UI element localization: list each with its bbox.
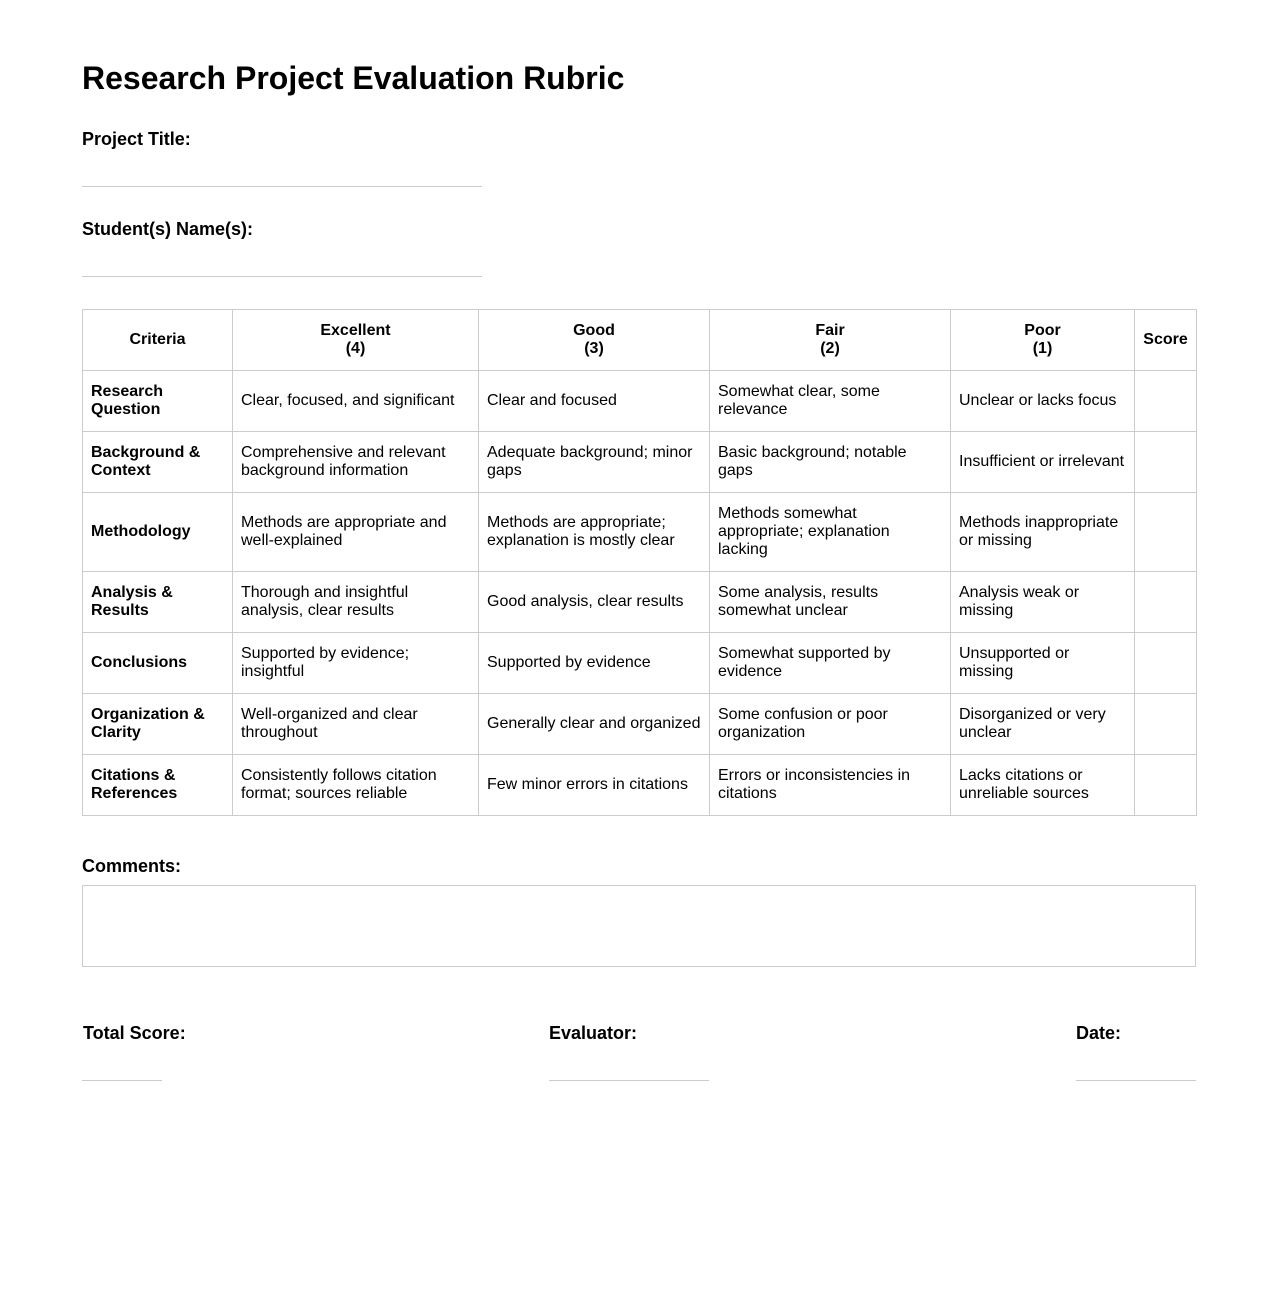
poor-cell: Disorganized or very unclear (951, 694, 1135, 755)
criteria-cell: Conclusions (83, 633, 233, 694)
score-cell[interactable] (1135, 371, 1197, 432)
score-cell[interactable] (1135, 493, 1197, 572)
score-cell[interactable] (1135, 572, 1197, 633)
header-fair: Fair (2) (710, 310, 951, 371)
good-cell: Adequate background; minor gaps (479, 432, 710, 493)
table-row (83, 572, 1197, 633)
page-title: Research Project Evaluation Rubric (82, 60, 625, 96)
poor-cell: Unsupported or missing (951, 633, 1135, 694)
table-row (83, 694, 1197, 755)
criteria-cell: Organization & Clarity (83, 694, 233, 755)
evaluator-label: Evaluator: (549, 1023, 638, 1043)
fair-cell: Some confusion or poor organization (710, 694, 951, 755)
excellent-cell: Consistently follows citation format; sources reliable (233, 755, 479, 816)
fair-cell: Basic background; notable gaps (710, 432, 951, 493)
rubric-table (82, 309, 1197, 816)
good-cell: Few minor errors in citations (479, 755, 710, 816)
score-cell[interactable] (1135, 633, 1197, 694)
score-cell[interactable] (1135, 755, 1197, 816)
table-header-row (83, 310, 1197, 371)
poor-cell: Insufficient or irrelevant (951, 432, 1135, 493)
excellent-cell: Methods are appropriate and well-explained (233, 493, 479, 572)
students-names-field[interactable] (82, 276, 482, 277)
criteria-cell: Citations & References (83, 755, 233, 816)
good-cell: Clear and focused (479, 371, 710, 432)
students-names-label: Student(s) Name(s): (82, 219, 254, 239)
total-score-label: Total Score: (83, 1023, 186, 1043)
excellent-cell: Well-organized and clear throughout (233, 694, 479, 755)
fair-cell: Errors or inconsistencies in citations (710, 755, 951, 816)
table-row (83, 633, 1197, 694)
fair-cell: Methods somewhat appropriate; explanation lacking (710, 493, 951, 572)
poor-cell: Unclear or lacks focus (951, 371, 1135, 432)
score-cell[interactable] (1135, 432, 1197, 493)
comments-box[interactable] (82, 885, 1196, 967)
excellent-cell: Supported by evidence; insightful (233, 633, 479, 694)
criteria-cell: Research Question (83, 371, 233, 432)
criteria-cell: Background & Context (83, 432, 233, 493)
evaluator-field[interactable] (549, 1080, 709, 1081)
fair-cell: Somewhat supported by evidence (710, 633, 951, 694)
project-title-field[interactable] (82, 186, 482, 187)
comments-label: Comments: (82, 856, 182, 876)
header-excellent: Excellent (4) (233, 310, 479, 371)
project-title-label: Project Title: (82, 129, 191, 149)
good-cell: Generally clear and organized (479, 694, 710, 755)
total-score-field[interactable] (82, 1080, 162, 1081)
date-label: Date: (1076, 1023, 1122, 1043)
header-criteria: Criteria (83, 310, 233, 371)
header-score: Score (1135, 310, 1197, 371)
score-cell[interactable] (1135, 694, 1197, 755)
poor-cell: Analysis weak or missing (951, 572, 1135, 633)
poor-cell: Methods inappropriate or missing (951, 493, 1135, 572)
poor-cell: Lacks citations or unreliable sources (951, 755, 1135, 816)
criteria-cell: Methodology (83, 493, 233, 572)
table-row (83, 755, 1197, 816)
good-cell: Good analysis, clear results (479, 572, 710, 633)
excellent-cell: Comprehensive and relevant background information (233, 432, 479, 493)
table-row (83, 432, 1197, 493)
table-row (83, 493, 1197, 572)
criteria-cell: Analysis & Results (83, 572, 233, 633)
header-poor: Poor (1) (951, 310, 1135, 371)
date-field[interactable] (1076, 1080, 1196, 1081)
table-row (83, 371, 1197, 432)
good-cell: Methods are appropriate; explanation is mostly clear (479, 493, 710, 572)
excellent-cell: Thorough and insightful analysis, clear results (233, 572, 479, 633)
fair-cell: Some analysis, results somewhat unclear (710, 572, 951, 633)
fair-cell: Somewhat clear, some relevance (710, 371, 951, 432)
good-cell: Supported by evidence (479, 633, 710, 694)
header-good: Good (3) (479, 310, 710, 371)
excellent-cell: Clear, focused, and significant (233, 371, 479, 432)
